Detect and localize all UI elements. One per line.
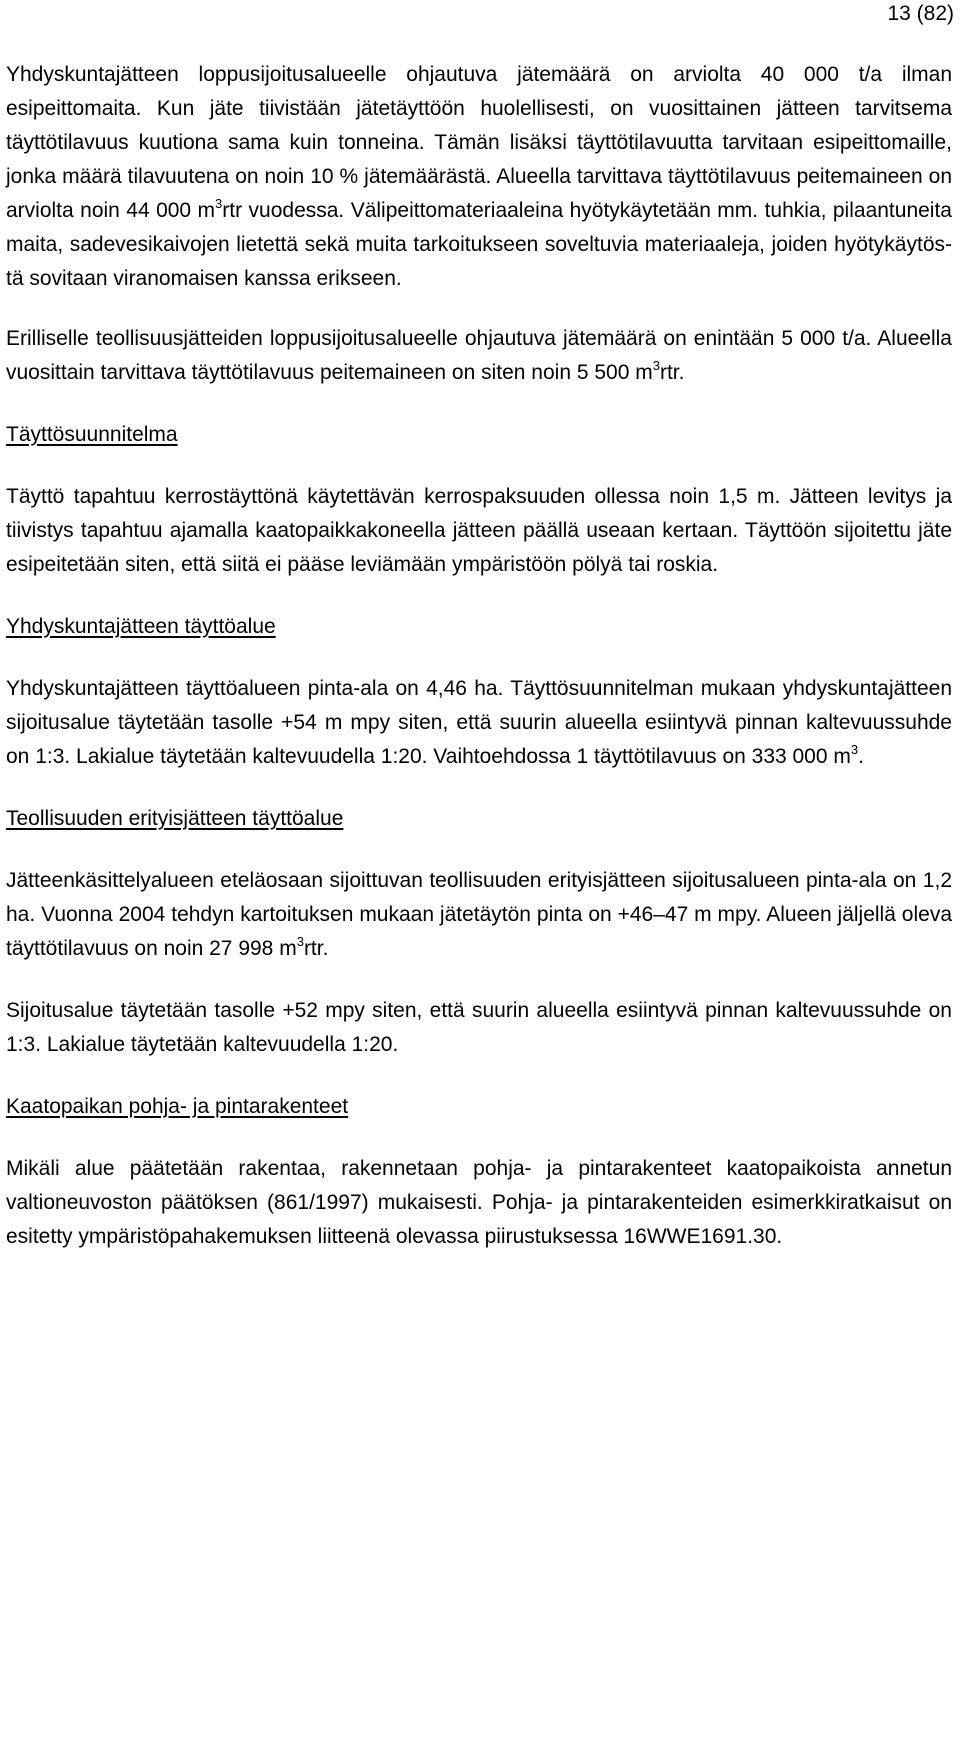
paragraph-municipal-fill-area: Yhdyskuntajätteen täyttöalueen pinta-ala on 4,46 ha. Täyttösuunnitelman mukaan yhdyskuntajätteen sijoitusalue täytetään tasolle +54 m mpy siten, että suurin alueella esiintyvä pinnan kaltevuussuhde on 1:3. Lakialue täytetään kaltevuudella 1:20. Vaihtoehdossa 1 täyttötilavuus on 333 000 $m^3$. (6, 677, 952, 768)
page-number: 13 (82) (887, 2, 954, 25)
paragraph-industrial-fill-area: Jätteenkäsittelyalueen eteläosaan sijoittuvan teollisuuden erityisjätteen sijoitusalueen pinta-ala on 1,2 ha. Vuonna 2004 tehdyn kartoituksen mukaan jätetäytön pinta on +46–47 m mpy. Alueen jäljellä oleva täyttötilavuus on noin 27 998 $m^3rtr$. (6, 869, 952, 960)
paragraph-fill-plan: Täyttö tapahtuu kerrostäyttönä käytettävän kerrospaksuuden ollessa noin 1,5 m. Jätteen levitys ja tiivistys tapahtuu ajamalla kaatopaikkakoneella jätteen päällä useaan kertaan. Täyttöön sijoitettu jäte esipeitetään siten, että siitä ei pääse leviämään ympäristöön pölyä tai roskia. (6, 485, 952, 576)
heading-municipal-fill-area: Yhdyskuntajätteen täyttöalue (6, 615, 276, 638)
document-body (6, 58, 952, 1254)
paragraph-industrial-fill-level: Sijoitusalue täytetään tasolle +52 mpy siten, että suurin alueella esiintyvä pinnan kaltevuussuhde on 1:3. Lakialue täytetään kaltevuudella 1:20. (6, 999, 952, 1056)
paragraph-industrial-waste-volume: Erilliselle teollisuusjätteiden loppusijoitusalueelle ohjautuva jätemäärä on enintään 5 000 t/a. Alueella vuosittain tarvittava täyttötilavuus peitemaineen on siten noin 5 500 $m^3rtr$. (6, 327, 952, 384)
heading-fill-plan: Täyttösuunnitelma (6, 423, 178, 446)
paragraph-base-surface-structures: Mikäli alue päätetään rakentaa, rakennetaan pohja- ja pintarakenteet kaatopaikoista annetun valtioneuvoston päätöksen (861/1997) mukaisesti. Pohja- ja pintarakenteiden esimerkkiratkaisut on esitetty ympäristöpahakemuksen liitteenä olevassa piirustuksessa 16WWE1691.30. (6, 1157, 952, 1248)
heading-industrial-fill-area: Teollisuuden erityisjätteen täyttöalue (6, 807, 344, 830)
heading-base-surface-structures: Kaatopaikan pohja- ja pintarakenteet (6, 1095, 349, 1118)
paragraph-municipal-waste-volume: Yhdyskuntajätteen loppusijoitusalueelle ohjautuva jätemäärä on arviolta 40 000 t/a ilman esipeittomaita. Kun jäte tiivistään jätetäyttöön huolellisesti, on vuosittainen jätteen tarvitsema täyttötilavuus kuutiona sama kuin tonneina. Tämän lisäksi täyttötilavuutta tarvitaan esipeittomaille, jonka määrä tilavuutena on noin 10 % jätemäärästä. Alueella tarvittava täyttötilavuus peitemaineen on arviolta noin 44 000 $m^3rtr$ vuodessa. Välipeittomateriaaleina hyötykäytetään mm. tuhkia, pilaantuneita maita, sadevesikaivojen lietettä sekä muita tarkoitukseen soveltuvia materiaaleja, joiden hyötykäytöstä sovitaan viranomaisen kanssa erikseen. (6, 63, 952, 290)
